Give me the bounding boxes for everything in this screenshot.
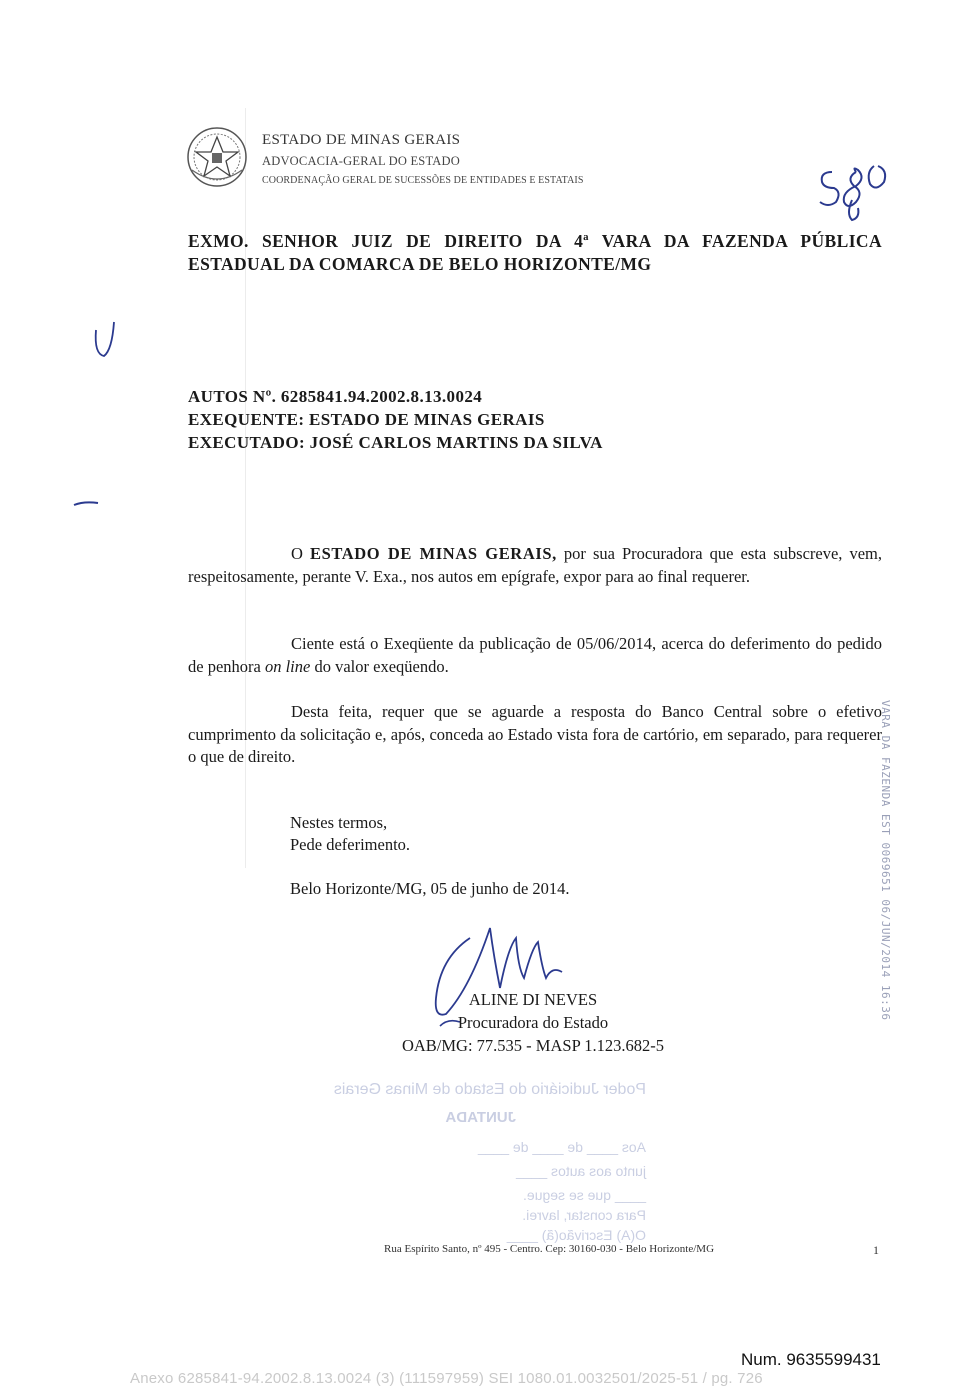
paragraph-notice: Ciente está o Exeqüente da publicação de 05/06/2014, acerca do deferimento do pedido de penhora on line do valor exeqüendo. (188, 634, 882, 676)
svg-text:O(A) Escrivão(ã) ____: O(A) Escrivão(ã) ____ (506, 1227, 646, 1243)
paragraph-request: Desta feita, requer que se aguarde a resposta do Banco Central sobre o efetivo cumprimento da solicitação e, após, conceda ao Estado vista fora de cartório, em separado, para requerer o que de direito. (188, 702, 882, 766)
court-juntada-stamp (306, 1070, 666, 1245)
closing-request: Pede deferimento. (290, 835, 411, 854)
signatory-role: Procuradora do Estado (457, 1013, 609, 1032)
paragraph-intro: O ESTADO DE MINAS GERAIS, por sua Procuradora que esta subscreve, vem, respeitosamente, perante V. Exa., nos autos em epígrafe, expor para ao final requerer. (188, 544, 882, 586)
party-name: ESTADO DE MINAS GERAIS, (309, 544, 557, 563)
addressee-line-2: ESTADUAL DA COMARCA DE BELO HORIZONTE/MG (188, 254, 652, 274)
margin-dash-mark (72, 495, 100, 511)
footer-address: Rua Espírito Santo, nº 495 - Centro. Cep: 30160-030 - Belo Horizonte/MG (384, 1243, 715, 1255)
margin-check-mark (92, 320, 118, 360)
protocol-stamp-vertical: VARA DA FAZENDA EST 0069651 06/JUN/2014 16:36 (879, 700, 892, 1021)
svg-text:junto aos autos ____: junto aos autos ____ (516, 1163, 646, 1179)
svg-text:____ que se segue.: ____ que se segue. (523, 1187, 646, 1203)
addressee-line-1: EXMO. SENHOR JUIZ DE DIREITO DA 4ª VARA DA FAZENDA PÚBLICA (188, 231, 882, 251)
svg-text:Para constar, lavrei.: Para constar, lavrei. (522, 1207, 646, 1223)
closing-terms: Nestes termos, (290, 813, 388, 832)
case-number: AUTOS Nº. 6285841.94.2002.8.13.0024 (188, 387, 483, 406)
svg-text:JUNTADA: JUNTADA (445, 1109, 516, 1126)
footer-page-number: 1 (873, 1243, 879, 1257)
svg-text:Aos ____ de ____ de ____: Aos ____ de ____ de ____ (477, 1139, 646, 1155)
header-agency: ADVOCACIA-GERAL DO ESTADO (262, 154, 460, 168)
case-plaintiff: EXEQUENTE: ESTADO DE MINAS GERAIS (188, 410, 545, 429)
place-and-date: Belo Horizonte/MG, 05 de junho de 2014. (290, 879, 570, 898)
signatory-name: ALINE DI NEVES (468, 990, 598, 1009)
header-state-name: ESTADO DE MINAS GERAIS (262, 132, 461, 148)
svg-text:Poder Judiciário do Estado de: Poder Judiciário do Estado de Minas Gerais (333, 1081, 646, 1098)
handwritten-page-number (812, 158, 892, 224)
document-number: Num. 9635599431 (741, 1350, 881, 1369)
case-defendant: EXECUTADO: JOSÉ CARLOS MARTINS DA SILVA (188, 433, 603, 452)
state-coat-of-arms-seal (186, 126, 248, 188)
annex-watermark: Anexo 6285841-94.2002.8.13.0024 (3) (111597959) SEI 1080.01.0032501/2025-51 / pg. 726 (130, 1370, 763, 1387)
header-department: COORDENAÇÃO GERAL DE SUCESSÕES DE ENTIDADES E ESTATAIS (262, 175, 584, 186)
signatory-registration: OAB/MG: 77.535 - MASP 1.123.682-5 (401, 1036, 665, 1055)
